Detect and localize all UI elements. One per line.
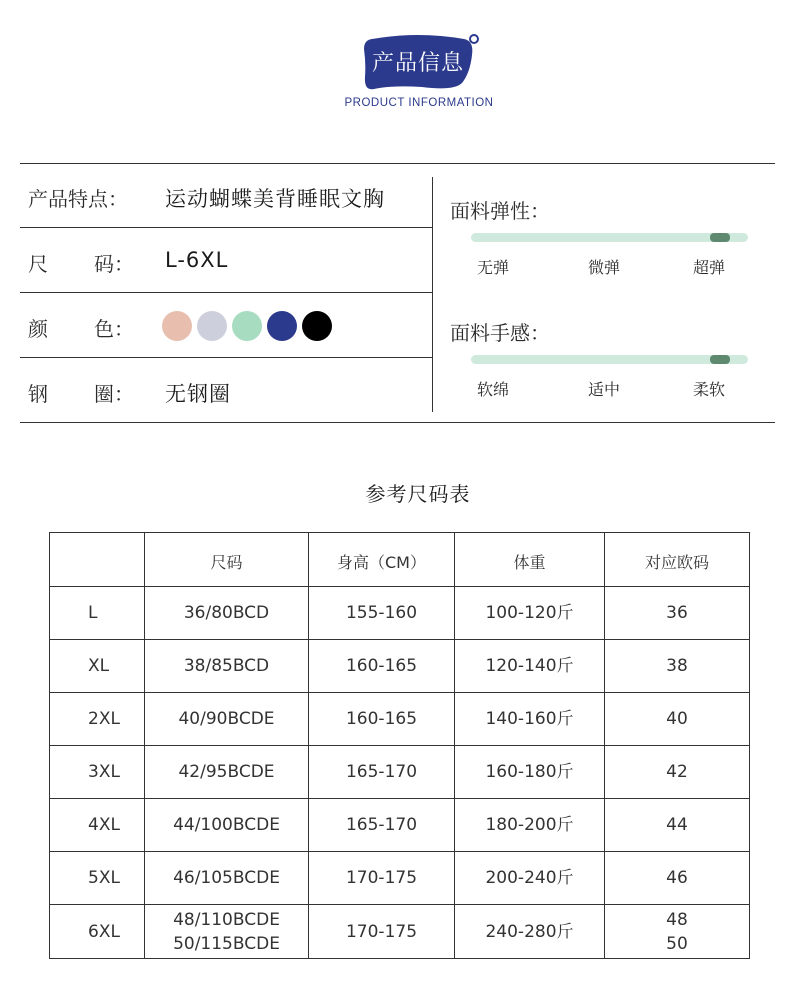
feel-label-low: 软绵 bbox=[477, 380, 510, 399]
size-table-title: 参考尺码表 bbox=[365, 482, 471, 506]
table-cell: 180-200斤 bbox=[455, 799, 605, 852]
table-cell: 170-175 bbox=[309, 905, 455, 959]
table-cell: 240-280斤 bbox=[455, 905, 605, 959]
elasticity-indicator bbox=[710, 233, 730, 242]
color-swatch-gray[interactable] bbox=[197, 311, 227, 341]
color-label: 颜 色： bbox=[28, 317, 134, 341]
divider bbox=[20, 422, 775, 423]
feel-label-mid: 适中 bbox=[588, 380, 621, 399]
table-cell: 40/90BCDE bbox=[145, 693, 309, 746]
table-cell: XL bbox=[50, 640, 145, 693]
table-cell: 42 bbox=[605, 746, 750, 799]
table-cell: 140-160斤 bbox=[455, 693, 605, 746]
table-cell: 160-180斤 bbox=[455, 746, 605, 799]
feel-title: 面料手感： bbox=[450, 321, 550, 345]
table-cell: 44 bbox=[605, 799, 750, 852]
size-range-label: 尺 码： bbox=[28, 252, 134, 276]
eu-size-a: 48 bbox=[666, 909, 688, 930]
size-table bbox=[49, 532, 750, 959]
table-cell: 5XL bbox=[50, 852, 145, 905]
elasticity-label-low: 无弹 bbox=[477, 258, 510, 277]
product-info-block bbox=[20, 163, 775, 423]
color-swatch-black[interactable] bbox=[302, 311, 332, 341]
table-row bbox=[50, 905, 750, 959]
table-cell: 36 bbox=[605, 587, 750, 640]
table-cell: 46/105BCDE bbox=[145, 852, 309, 905]
table-cell: 160-165 bbox=[309, 693, 455, 746]
table-cell: 3XL bbox=[50, 746, 145, 799]
table-header-cell bbox=[50, 533, 145, 587]
table-header-cell: 对应欧码 bbox=[605, 533, 750, 587]
table-row bbox=[50, 852, 750, 905]
table-cell: 100-120斤 bbox=[455, 587, 605, 640]
table-cell: 160-165 bbox=[309, 640, 455, 693]
table-header-row bbox=[50, 533, 750, 587]
table-cell: 170-175 bbox=[309, 852, 455, 905]
table-cell: 2XL bbox=[50, 693, 145, 746]
elasticity-label-mid: 微弹 bbox=[588, 258, 621, 277]
table-cell: L bbox=[50, 587, 145, 640]
color-swatch-pink[interactable] bbox=[162, 311, 192, 341]
elasticity-bar bbox=[471, 233, 748, 242]
table-row bbox=[50, 587, 750, 640]
table-cell: 165-170 bbox=[309, 799, 455, 852]
table-row bbox=[50, 799, 750, 852]
color-swatch-navy[interactable] bbox=[267, 311, 297, 341]
table-cell: 44/100BCDE bbox=[145, 799, 309, 852]
color-swatch-green[interactable] bbox=[232, 311, 262, 341]
size-range-row bbox=[20, 228, 433, 293]
table-cell bbox=[605, 905, 750, 959]
feel-label-high: 柔软 bbox=[693, 380, 726, 399]
logo-title: 产品信息 bbox=[371, 50, 464, 76]
table-cell: 200-240斤 bbox=[455, 852, 605, 905]
table-cell: 40 bbox=[605, 693, 750, 746]
table-header-cell: 体重 bbox=[455, 533, 605, 587]
table-cell: 6XL bbox=[50, 905, 145, 959]
table-cell: 46 bbox=[605, 852, 750, 905]
table-cell: 38 bbox=[605, 640, 750, 693]
size-range-value: L-6XL bbox=[165, 248, 229, 272]
table-row bbox=[50, 693, 750, 746]
feature-row bbox=[20, 163, 433, 228]
underwire-label: 钢 圈： bbox=[28, 382, 134, 406]
table-cell: 165-170 bbox=[309, 746, 455, 799]
underwire-row bbox=[20, 358, 433, 423]
table-cell: 38/85BCD bbox=[145, 640, 309, 693]
logo-subtitle: PRODUCT INFORMATION bbox=[344, 97, 494, 109]
color-row bbox=[20, 293, 433, 358]
feel-bar bbox=[471, 355, 748, 364]
table-row bbox=[50, 640, 750, 693]
cup-size-a: 48/110BCDE bbox=[173, 909, 280, 930]
eu-size-b: 50 bbox=[666, 933, 688, 954]
table-cell: 42/95BCDE bbox=[145, 746, 309, 799]
underwire-value: 无钢圈 bbox=[165, 382, 231, 406]
elasticity-title: 面料弹性： bbox=[450, 199, 550, 223]
elasticity-label-high: 超弹 bbox=[693, 258, 726, 277]
color-swatches bbox=[162, 311, 332, 341]
cup-size-b: 50/115BCDE bbox=[173, 933, 280, 954]
feel-indicator bbox=[710, 355, 730, 364]
table-cell bbox=[145, 905, 309, 959]
table-header-cell: 身高（CM） bbox=[309, 533, 455, 587]
table-cell: 4XL bbox=[50, 799, 145, 852]
product-info-header bbox=[0, 0, 800, 130]
table-header-cell: 尺码 bbox=[145, 533, 309, 587]
feature-label: 产品特点： bbox=[28, 187, 128, 211]
feature-value: 运动蝴蝶美背睡眠文胸 bbox=[165, 187, 385, 211]
table-cell: 155-160 bbox=[309, 587, 455, 640]
table-cell: 36/80BCD bbox=[145, 587, 309, 640]
table-row bbox=[50, 746, 750, 799]
table-cell: 120-140斤 bbox=[455, 640, 605, 693]
